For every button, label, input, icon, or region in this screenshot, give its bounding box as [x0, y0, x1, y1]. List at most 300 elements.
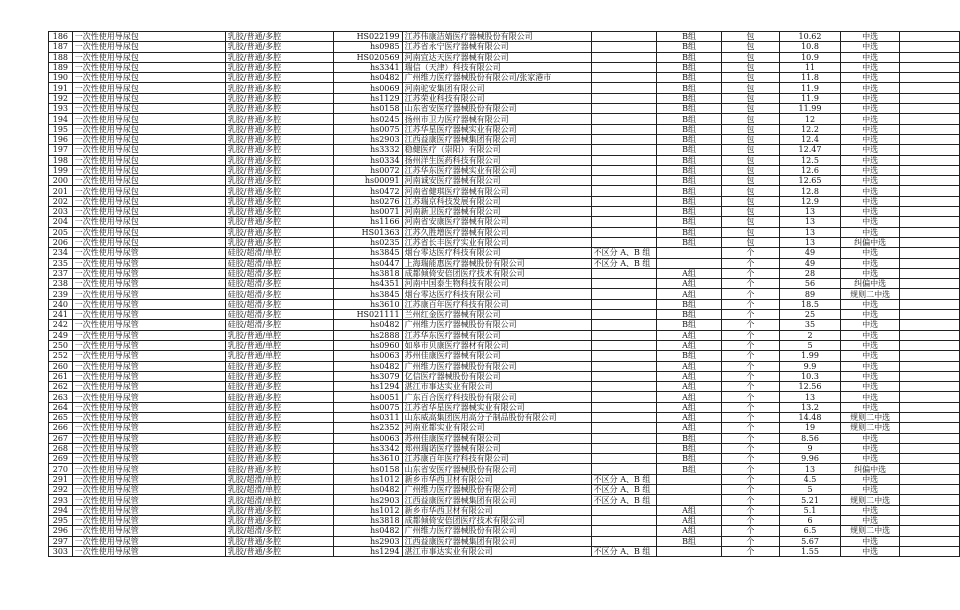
- cell-blank: [900, 371, 960, 381]
- cell-group-note: [591, 464, 657, 474]
- cell-unit: 个: [721, 279, 779, 289]
- cell-blank: [900, 134, 960, 144]
- cell-unit: 个: [721, 351, 779, 361]
- cell-group-note: [591, 340, 657, 350]
- cell-group-note: [591, 392, 657, 402]
- cell-result: 中选: [841, 227, 900, 237]
- cell-registration-code: hs3818: [333, 515, 402, 525]
- cell-result: 中选: [841, 196, 900, 206]
- table-row: [49, 217, 960, 227]
- cell-registration-code: hs3341: [333, 62, 402, 72]
- cell-unit: 包: [721, 62, 779, 72]
- table-row: [49, 237, 960, 247]
- cell-group-note: [591, 52, 657, 62]
- cell-registration-code: hs0235: [333, 237, 402, 247]
- cell-product-name: 一次性使用导尿包: [72, 165, 225, 175]
- table-row: [49, 93, 960, 103]
- cell-registration-code: hs00091: [333, 176, 402, 186]
- cell-company-name: 广州维力医疗器械股份有限公司: [402, 320, 591, 330]
- cell-quality-group: B组: [657, 83, 721, 93]
- cell-price: 5: [780, 485, 841, 495]
- cell-material-spec: 乳胶/普通/多腔: [225, 134, 333, 144]
- cell-registration-code: HS021111: [333, 310, 402, 320]
- cell-group-note: 不区分 A、B 组: [591, 258, 657, 268]
- cell-blank: [900, 145, 960, 155]
- cell-product-name: 一次性使用导尿管: [72, 412, 225, 422]
- cell-unit: 个: [721, 320, 779, 330]
- cell-group-note: [591, 134, 657, 144]
- cell-blank: [900, 402, 960, 412]
- table-row: [49, 73, 960, 83]
- cell-registration-code: hs0482: [333, 485, 402, 495]
- cell-result: 中选: [841, 310, 900, 320]
- cell-row-index: 205: [49, 227, 73, 237]
- cell-material-spec: 乳胶/超滑/多腔: [225, 526, 333, 536]
- cell-quality-group: B组: [657, 155, 721, 165]
- cell-blank: [900, 207, 960, 217]
- cell-row-index: 199: [49, 165, 73, 175]
- cell-product-name: 一次性使用导尿包: [72, 114, 225, 124]
- cell-blank: [900, 289, 960, 299]
- cell-product-name: 一次性使用导尿管: [72, 361, 225, 371]
- table-row: [49, 52, 960, 62]
- table-row: [49, 145, 960, 155]
- cell-unit: 个: [721, 526, 779, 536]
- cell-product-name: 一次性使用导尿包: [72, 73, 225, 83]
- cell-product-name: 一次性使用导尿管: [72, 258, 225, 268]
- cell-quality-group: B组: [657, 536, 721, 546]
- cell-unit: 包: [721, 83, 779, 93]
- cell-company-name: 山东威高集团医用高分子制品股份有限公司: [402, 412, 591, 422]
- cell-company-name: 山东省安医疗器械股份有限公司: [402, 464, 591, 474]
- cell-row-index: 202: [49, 196, 73, 206]
- cell-product-name: 一次性使用导尿管: [72, 485, 225, 495]
- cell-material-spec: 乳胶/普通/多腔: [225, 227, 333, 237]
- cell-registration-code: hs0158: [333, 104, 402, 114]
- cell-company-name: 广州维力医疗器械股份有限公司/张家港市: [402, 73, 591, 83]
- cell-material-spec: 硅胶/超滑/多腔: [225, 299, 333, 309]
- cell-company-name: 烟台零达医疗科技有限公司: [402, 289, 591, 299]
- cell-quality-group: B组: [657, 227, 721, 237]
- cell-row-index: 263: [49, 392, 73, 402]
- table-row: [49, 176, 960, 186]
- cell-quality-group: A组: [657, 361, 721, 371]
- cell-unit: 个: [721, 258, 779, 268]
- table-row: [49, 392, 960, 402]
- cell-price: 13: [780, 392, 841, 402]
- cell-group-note: [591, 237, 657, 247]
- cell-registration-code: hs0482: [333, 73, 402, 83]
- cell-product-name: 一次性使用导尿管: [72, 299, 225, 309]
- cell-price: 11.99: [780, 104, 841, 114]
- cell-price: 13: [780, 464, 841, 474]
- cell-product-name: 一次性使用导尿包: [72, 42, 225, 52]
- table-row: [49, 299, 960, 309]
- cell-registration-code: hs0158: [333, 464, 402, 474]
- cell-company-name: 河南新卫医疗器械有限公司: [402, 207, 591, 217]
- cell-group-note: [591, 83, 657, 93]
- cell-unit: 包: [721, 93, 779, 103]
- cell-product-name: 一次性使用导尿包: [72, 134, 225, 144]
- cell-material-spec: 乳胶/普通/多腔: [225, 207, 333, 217]
- cell-price: 5.67: [780, 536, 841, 546]
- cell-quality-group: B组: [657, 433, 721, 443]
- cell-row-index: 198: [49, 155, 73, 165]
- cell-blank: [900, 176, 960, 186]
- cell-price: 1.99: [780, 351, 841, 361]
- cell-price: 12.47: [780, 145, 841, 155]
- cell-unit: 个: [721, 382, 779, 392]
- cell-result: 中选: [841, 268, 900, 278]
- cell-blank: [900, 320, 960, 330]
- cell-company-name: 郑州瑞诺医疗器械有限公司: [402, 443, 591, 453]
- cell-group-note: [591, 145, 657, 155]
- cell-material-spec: 乳胶/普通/多腔: [225, 32, 333, 42]
- cell-material-spec: 乳胶/普通/多腔: [225, 196, 333, 206]
- cell-price: 4.5: [780, 474, 841, 484]
- cell-row-index: 203: [49, 207, 73, 217]
- cell-product-name: 一次性使用导尿包: [72, 32, 225, 42]
- cell-material-spec: 乳胶/普通/多腔: [225, 217, 333, 227]
- cell-quality-group: A组: [657, 515, 721, 525]
- table-row: [49, 351, 960, 361]
- cell-row-index: 200: [49, 176, 73, 186]
- cell-material-spec: 乳胶/普通/多腔: [225, 546, 333, 556]
- cell-quality-group: [657, 474, 721, 484]
- cell-unit: 包: [721, 32, 779, 42]
- table-row: [49, 207, 960, 217]
- cell-registration-code: hs0960: [333, 340, 402, 350]
- table-row: [49, 258, 960, 268]
- cell-company-name: 河南宜达天医疗器械有限公司: [402, 52, 591, 62]
- cell-group-note: [591, 114, 657, 124]
- table-row: [49, 83, 960, 93]
- cell-group-note: [591, 412, 657, 422]
- cell-material-spec: 硅胶/超滑/单腔: [225, 258, 333, 268]
- cell-price: 13: [780, 237, 841, 247]
- cell-quality-group: B组: [657, 351, 721, 361]
- cell-registration-code: hs0051: [333, 392, 402, 402]
- cell-result: 中选: [841, 93, 900, 103]
- cell-product-name: 一次性使用导尿管: [72, 505, 225, 515]
- cell-row-index: 241: [49, 310, 73, 320]
- cell-unit: 包: [721, 145, 779, 155]
- cell-company-name: 成都倾倚安倍团医疗技术有限公司: [402, 515, 591, 525]
- cell-group-note: [591, 165, 657, 175]
- cell-blank: [900, 433, 960, 443]
- cell-row-index: 264: [49, 402, 73, 412]
- cell-material-spec: 硅胶/超滑/多腔: [225, 268, 333, 278]
- cell-blank: [900, 93, 960, 103]
- cell-unit: 包: [721, 227, 779, 237]
- cell-group-note: [591, 62, 657, 72]
- cell-material-spec: 乳胶/普通/多腔: [225, 155, 333, 165]
- cell-material-spec: 乳胶/普通/单腔: [225, 340, 333, 350]
- cell-result: 中选: [841, 83, 900, 93]
- cell-result: 纠偏中选: [841, 464, 900, 474]
- table-row: [49, 454, 960, 464]
- cell-unit: 包: [721, 237, 779, 247]
- cell-group-note: [591, 310, 657, 320]
- cell-quality-group: B组: [657, 454, 721, 464]
- cell-blank: [900, 258, 960, 268]
- cell-quality-group: B组: [657, 186, 721, 196]
- cell-group-note: [591, 268, 657, 278]
- cell-price: 5.21: [780, 495, 841, 505]
- cell-blank: [900, 268, 960, 278]
- cell-company-name: 江西益康医疗器械集团有限公司: [402, 495, 591, 505]
- cell-blank: [900, 423, 960, 433]
- cell-unit: 包: [721, 186, 779, 196]
- cell-row-index: 250: [49, 340, 73, 350]
- cell-material-spec: 硅胶/普通/多腔: [225, 402, 333, 412]
- cell-quality-group: A组: [657, 289, 721, 299]
- cell-unit: 包: [721, 217, 779, 227]
- cell-quality-group: A组: [657, 279, 721, 289]
- cell-quality-group: B组: [657, 237, 721, 247]
- cell-price: 12.4: [780, 134, 841, 144]
- procurement-results-table: [48, 31, 960, 557]
- cell-result: 中选: [841, 186, 900, 196]
- cell-result: 纠偏中选: [841, 237, 900, 247]
- cell-price: 9: [780, 443, 841, 453]
- cell-result: 中选: [841, 443, 900, 453]
- cell-material-spec: 乳胶/普通/单腔: [225, 351, 333, 361]
- table-row: [49, 196, 960, 206]
- cell-row-index: 196: [49, 134, 73, 144]
- cell-blank: [900, 495, 960, 505]
- cell-row-index: 235: [49, 258, 73, 268]
- cell-row-index: 267: [49, 433, 73, 443]
- cell-blank: [900, 340, 960, 350]
- cell-group-note: [591, 423, 657, 433]
- cell-registration-code: hs0334: [333, 155, 402, 165]
- cell-unit: 个: [721, 371, 779, 381]
- cell-company-name: 兰州红金医疗器械有限公司: [402, 310, 591, 320]
- cell-registration-code: hs2352: [333, 423, 402, 433]
- cell-row-index: 295: [49, 515, 73, 525]
- cell-registration-code: hs0063: [333, 433, 402, 443]
- cell-company-name: 江苏华星医疗器械实业有限公司: [402, 124, 591, 134]
- cell-price: 10.8: [780, 42, 841, 52]
- cell-price: 25: [780, 310, 841, 320]
- table-row: [49, 474, 960, 484]
- cell-material-spec: 硅胶/超滑/多腔: [225, 279, 333, 289]
- cell-group-note: [591, 505, 657, 515]
- cell-price: 12.65: [780, 176, 841, 186]
- cell-product-name: 一次性使用导尿包: [72, 93, 225, 103]
- cell-material-spec: 乳胶/普通/单腔: [225, 330, 333, 340]
- cell-quality-group: B组: [657, 299, 721, 309]
- cell-price: 11: [780, 62, 841, 72]
- cell-quality-group: B组: [657, 62, 721, 72]
- cell-company-name: 江苏伟康洁婧医疗器械股份有限公司: [402, 32, 591, 42]
- cell-company-name: 江苏省永宁医疗器械有限公司: [402, 42, 591, 52]
- table-row: [49, 62, 960, 72]
- cell-quality-group: A组: [657, 402, 721, 412]
- cell-unit: 个: [721, 402, 779, 412]
- cell-quality-group: B组: [657, 207, 721, 217]
- cell-quality-group: B组: [657, 32, 721, 42]
- cell-product-name: 一次性使用导尿包: [72, 196, 225, 206]
- cell-blank: [900, 186, 960, 196]
- cell-row-index: 195: [49, 124, 73, 134]
- cell-result: 中选: [841, 454, 900, 464]
- cell-row-index: 189: [49, 62, 73, 72]
- cell-material-spec: 硅胶/普通/多腔: [225, 361, 333, 371]
- cell-registration-code: hs3332: [333, 145, 402, 155]
- cell-row-index: 239: [49, 289, 73, 299]
- cell-group-note: [591, 299, 657, 309]
- cell-price: 6: [780, 515, 841, 525]
- table-row: [49, 248, 960, 258]
- cell-unit: 包: [721, 207, 779, 217]
- cell-price: 12.56: [780, 382, 841, 392]
- cell-row-index: 188: [49, 52, 73, 62]
- cell-product-name: 一次性使用导尿管: [72, 423, 225, 433]
- cell-result: 中选: [841, 330, 900, 340]
- cell-result: 中选: [841, 361, 900, 371]
- cell-material-spec: 硅胶/普通/多腔: [225, 382, 333, 392]
- cell-quality-group: B组: [657, 73, 721, 83]
- cell-company-name: 瑞信（天津）科技有限公司: [402, 62, 591, 72]
- cell-group-note: [591, 186, 657, 196]
- table-body: [49, 32, 960, 557]
- cell-material-spec: 乳胶/普通/多腔: [225, 165, 333, 175]
- cell-price: 6.5: [780, 526, 841, 536]
- cell-registration-code: hs0482: [333, 361, 402, 371]
- cell-company-name: 江苏荣业科技有限公司: [402, 93, 591, 103]
- cell-registration-code: hs0069: [333, 83, 402, 93]
- cell-product-name: 一次性使用导尿包: [72, 227, 225, 237]
- cell-blank: [900, 165, 960, 175]
- cell-unit: 包: [721, 73, 779, 83]
- cell-company-name: 上海瑞能惠医疗器械股份有限公司: [402, 258, 591, 268]
- cell-company-name: 江苏省华星医疗器械实业有限公司: [402, 402, 591, 412]
- table-row: [49, 320, 960, 330]
- cell-material-spec: 乳胶/超滑/单腔: [225, 495, 333, 505]
- cell-row-index: 240: [49, 299, 73, 309]
- cell-group-note: [591, 402, 657, 412]
- cell-material-spec: 乳胶/普通/多腔: [225, 93, 333, 103]
- cell-material-spec: 乳胶/普通/多腔: [225, 114, 333, 124]
- cell-quality-group: B组: [657, 134, 721, 144]
- table-row: [49, 124, 960, 134]
- table-row: [49, 361, 960, 371]
- cell-result: 中选: [841, 382, 900, 392]
- cell-group-note: [591, 454, 657, 464]
- cell-row-index: 269: [49, 454, 73, 464]
- cell-company-name: 河南亚都实业有限公司: [402, 423, 591, 433]
- cell-product-name: 一次性使用导尿包: [72, 83, 225, 93]
- cell-group-note: [591, 371, 657, 381]
- cell-quality-group: B组: [657, 124, 721, 134]
- cell-product-name: 一次性使用导尿管: [72, 382, 225, 392]
- cell-result: 中选: [841, 320, 900, 330]
- cell-blank: [900, 505, 960, 515]
- cell-blank: [900, 237, 960, 247]
- cell-unit: 个: [721, 340, 779, 350]
- cell-price: 13: [780, 227, 841, 237]
- cell-unit: 个: [721, 443, 779, 453]
- cell-registration-code: hs0482: [333, 320, 402, 330]
- cell-result: 中选: [841, 134, 900, 144]
- cell-group-note: [591, 351, 657, 361]
- cell-result: 中选: [841, 485, 900, 495]
- cell-unit: 个: [721, 536, 779, 546]
- cell-row-index: 187: [49, 42, 73, 52]
- cell-quality-group: B组: [657, 114, 721, 124]
- cell-registration-code: hs0075: [333, 402, 402, 412]
- cell-material-spec: 乳胶/普通/多腔: [225, 176, 333, 186]
- cell-result: 规则二中选: [841, 526, 900, 536]
- cell-price: 49: [780, 248, 841, 258]
- cell-quality-group: [657, 485, 721, 495]
- cell-group-note: [591, 526, 657, 536]
- cell-group-note: [591, 536, 657, 546]
- cell-price: 12.8: [780, 186, 841, 196]
- cell-result: 规则二中选: [841, 289, 900, 299]
- cell-registration-code: hs3845: [333, 248, 402, 258]
- cell-registration-code: hs1129: [333, 93, 402, 103]
- cell-unit: 包: [721, 196, 779, 206]
- cell-quality-group: A组: [657, 268, 721, 278]
- cell-company-name: 广州维力医疗器械股份有限公司: [402, 485, 591, 495]
- cell-company-name: 成都倾倚安倍团医疗技术有限公司: [402, 268, 591, 278]
- cell-material-spec: 乳胶/超滑/单腔: [225, 485, 333, 495]
- cell-group-note: [591, 361, 657, 371]
- table-row: [49, 464, 960, 474]
- cell-material-spec: 硅胶/普通/多腔: [225, 433, 333, 443]
- table-row: [49, 371, 960, 381]
- cell-price: 2: [780, 330, 841, 340]
- cell-result: 中选: [841, 52, 900, 62]
- cell-result: 中选: [841, 402, 900, 412]
- cell-product-name: 一次性使用导尿包: [72, 124, 225, 134]
- cell-unit: 个: [721, 454, 779, 464]
- cell-blank: [900, 42, 960, 52]
- cell-row-index: 268: [49, 443, 73, 453]
- cell-quality-group: A组: [657, 423, 721, 433]
- cell-product-name: 一次性使用导尿管: [72, 320, 225, 330]
- cell-blank: [900, 279, 960, 289]
- cell-blank: [900, 443, 960, 453]
- cell-material-spec: 乳胶/普通/多腔: [225, 186, 333, 196]
- cell-quality-group: B组: [657, 93, 721, 103]
- cell-quality-group: A组: [657, 371, 721, 381]
- cell-registration-code: hs0072: [333, 165, 402, 175]
- cell-quality-group: B组: [657, 196, 721, 206]
- cell-quality-group: B组: [657, 176, 721, 186]
- cell-product-name: 一次性使用导尿管: [72, 279, 225, 289]
- cell-material-spec: 乳胶/超滑/单腔: [225, 474, 333, 484]
- cell-result: 中选: [841, 371, 900, 381]
- cell-row-index: 262: [49, 382, 73, 392]
- cell-blank: [900, 73, 960, 83]
- cell-unit: 个: [721, 474, 779, 484]
- cell-product-name: 一次性使用导尿管: [72, 351, 225, 361]
- cell-unit: 个: [721, 248, 779, 258]
- cell-unit: 包: [721, 155, 779, 165]
- table-row: [49, 227, 960, 237]
- cell-blank: [900, 124, 960, 134]
- cell-price: 12.2: [780, 124, 841, 134]
- cell-price: 49: [780, 258, 841, 268]
- cell-result: 中选: [841, 42, 900, 52]
- cell-material-spec: 硅胶/普通/多腔: [225, 443, 333, 453]
- cell-material-spec: 硅胶/普通/多腔: [225, 371, 333, 381]
- cell-product-name: 一次性使用导尿包: [72, 104, 225, 114]
